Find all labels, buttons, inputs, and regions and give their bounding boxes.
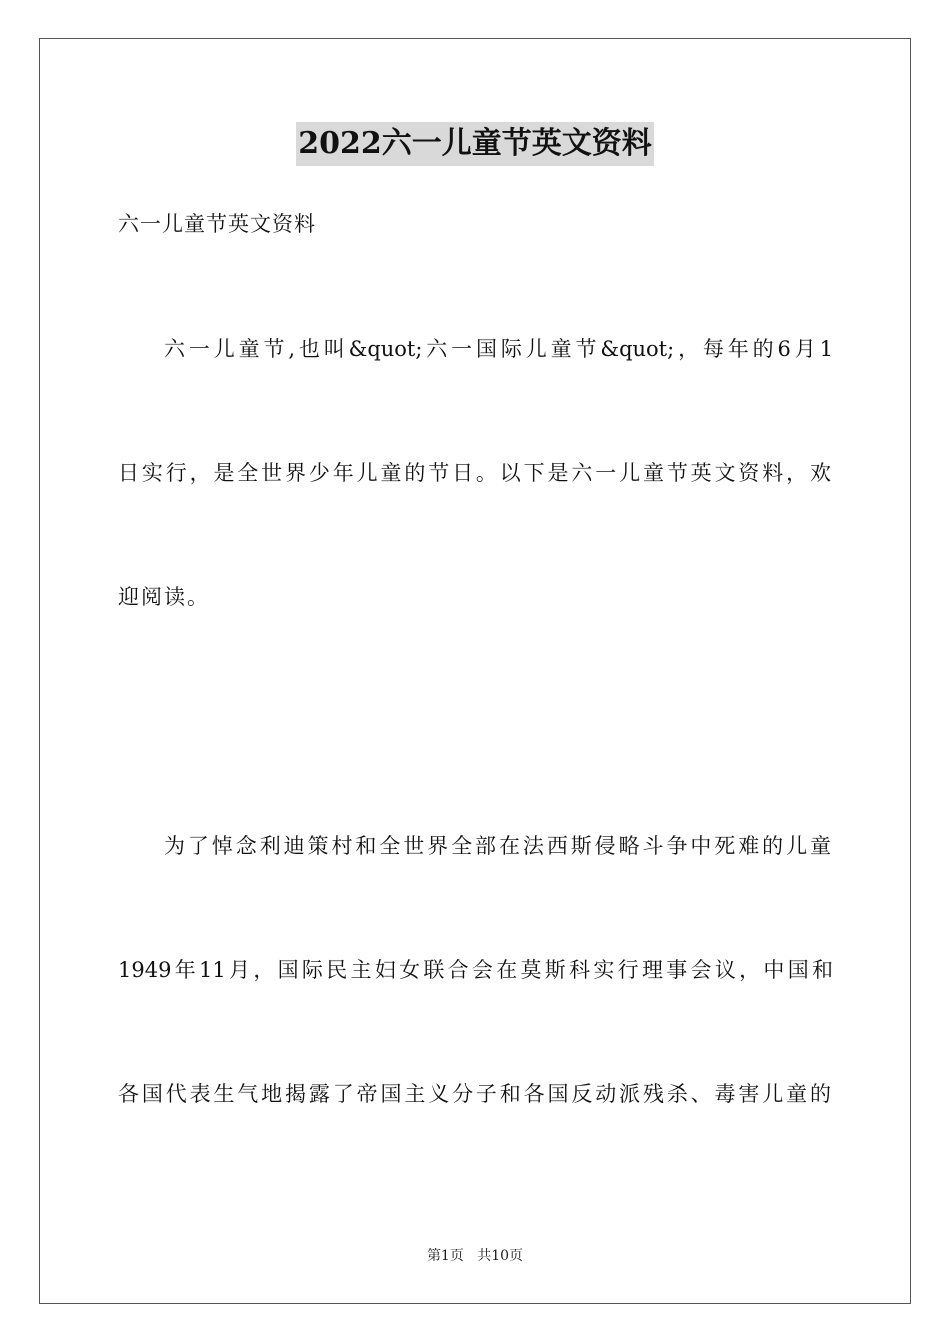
paragraph-line: 迎阅读。	[118, 585, 210, 609]
page-number: 第1页	[426, 1248, 464, 1264]
page-footer	[0, 1246, 950, 1266]
paragraph-line: 六一儿童节,也叫&quot;六一国际儿童节&quot;，每年的6月1	[164, 337, 833, 361]
paragraph-line: 为了悼念利迪策村和全世界全部在法西斯侵略斗争中死难的儿童	[164, 834, 833, 858]
paragraph-line: 各国代表生气地揭露了帝国主义分子和各国反动派残杀、毒害儿童的	[118, 1082, 833, 1106]
document-subtitle: 六一儿童节英文资料	[118, 212, 316, 236]
paragraph-line: 1949年11月，国际民主妇女联合会在莫斯科实行理事会议，中国和	[118, 958, 833, 982]
title-container	[0, 122, 950, 166]
page-total: 共10页	[477, 1248, 524, 1264]
paragraph-line: 日实行，是全世界少年儿童的节日。以下是六一儿童节英文资料，欢	[118, 461, 833, 485]
document-title: 2022六一儿童节英文资料	[296, 122, 654, 166]
